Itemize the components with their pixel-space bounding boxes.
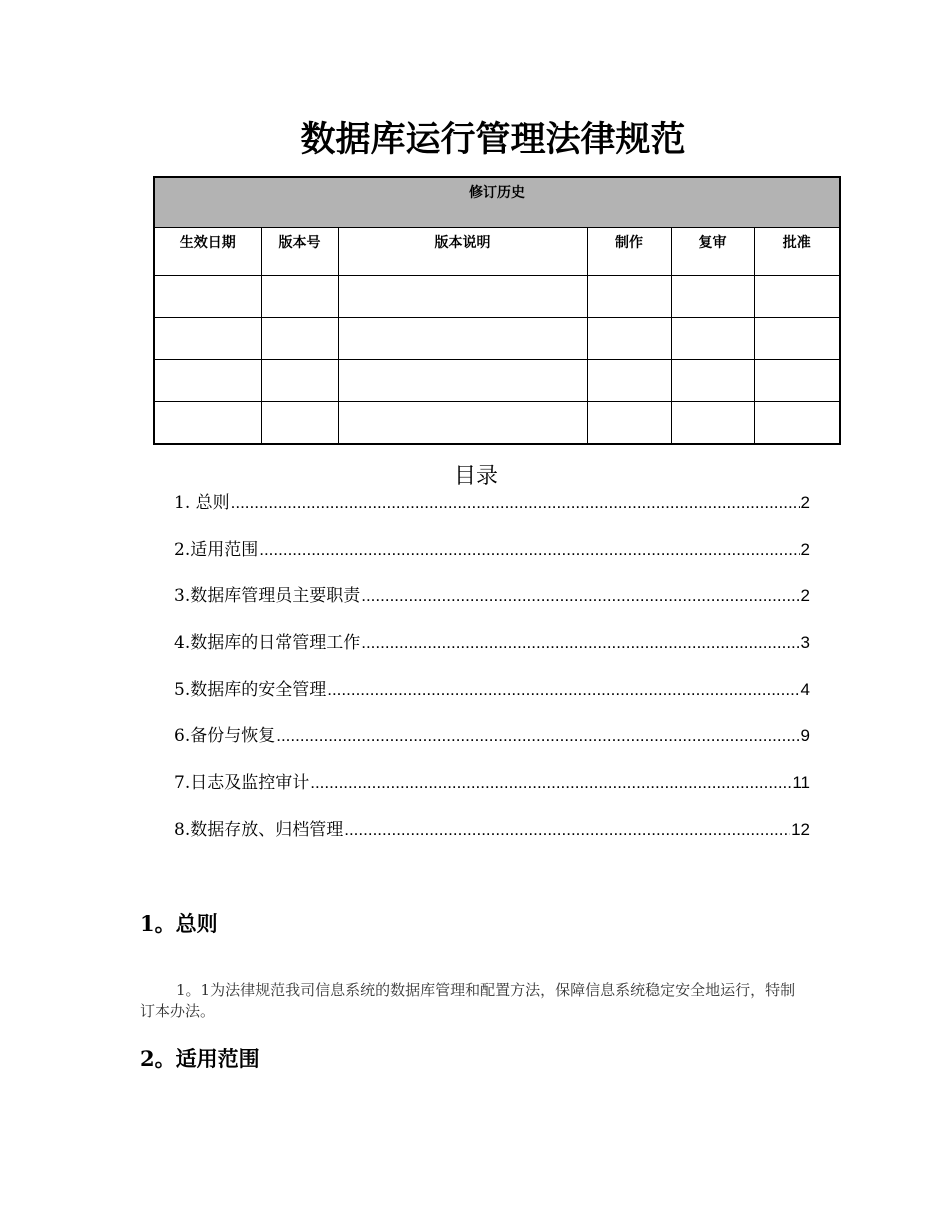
toc-item[interactable]: [174, 630, 810, 677]
column-header: 版本说明: [338, 228, 587, 276]
toc-leader-dots: [361, 630, 799, 656]
table-cell: [671, 402, 754, 445]
toc-item[interactable]: [174, 490, 810, 537]
column-header: 制作: [587, 228, 671, 276]
toc-item[interactable]: [174, 583, 810, 630]
table-row: [154, 360, 840, 402]
table-cell: [754, 318, 840, 360]
table-cell: [671, 360, 754, 402]
toc-leader-dots: [231, 490, 800, 516]
table-cell: [338, 276, 587, 318]
section-heading: 2。适用范围: [140, 1046, 260, 1071]
table-cell: [671, 276, 754, 318]
toc-leader-dots: [259, 537, 799, 563]
column-header: 版本号: [261, 228, 338, 276]
toc-item[interactable]: [174, 723, 810, 770]
revision-header-row: [154, 177, 840, 228]
table-of-contents: [174, 490, 810, 864]
toc-item-page: 2: [800, 493, 810, 512]
column-header: 复审: [671, 228, 754, 276]
toc-leader-dots: [344, 817, 790, 843]
toc-item-label: 1. 总则: [174, 493, 230, 513]
table-cell: [154, 276, 261, 318]
toc-item-page: 2: [800, 586, 810, 606]
table-cell: [154, 402, 261, 445]
section-heading: 1。总则: [140, 911, 218, 936]
section-paragraph: 1。1为法律规范我司信息系统的数据库管理和配置方法，保障信息系统稳定安全地运行，特制订本办法。: [140, 981, 796, 1020]
toc-item[interactable]: [174, 537, 810, 584]
revision-header-cell: 修订历史: [154, 177, 840, 228]
table-cell: [754, 360, 840, 402]
toc-item-label: 2.适用范围: [174, 539, 259, 560]
table-row: [154, 318, 840, 360]
table-cell: [154, 318, 261, 360]
table-cell: [587, 318, 671, 360]
table-cell: [338, 402, 587, 445]
document-title: 数据库运行管理法律规范: [300, 119, 686, 160]
table-cell: [587, 402, 671, 445]
table-row: [154, 402, 840, 445]
table-cell: [261, 318, 338, 360]
toc-leader-dots: [327, 677, 799, 703]
toc-item-label: 6.备份与恢复: [174, 726, 276, 747]
toc-leader-dots: [310, 770, 791, 796]
table-cell: [261, 276, 338, 318]
revision-columns-row: [154, 228, 840, 276]
toc-leader-dots: [361, 583, 799, 609]
toc-item[interactable]: [174, 677, 810, 724]
toc-item-label: 7.日志及监控审计: [174, 773, 310, 794]
table-cell: [338, 360, 587, 402]
toc-item-label: 5.数据库的安全管理: [174, 679, 327, 700]
table-cell: [338, 318, 587, 360]
column-header: 生效日期: [154, 228, 261, 276]
table-cell: [261, 360, 338, 402]
column-header: 批准: [754, 228, 840, 276]
table-cell: [587, 360, 671, 402]
toc-item-page: 12: [791, 819, 810, 839]
toc-item[interactable]: [174, 817, 810, 864]
table-cell: [754, 276, 840, 318]
toc-item-label: 8.数据存放、归档管理: [174, 819, 344, 840]
toc-item-page: 4: [800, 679, 810, 699]
toc-item-page: 3: [800, 633, 810, 653]
toc-title: 目录: [453, 464, 498, 489]
table-cell: [671, 318, 754, 360]
toc-item-label: 3.数据库管理员主要职责: [174, 586, 361, 607]
table-row: [154, 276, 840, 318]
table-cell: [261, 402, 338, 445]
toc-item[interactable]: [174, 770, 810, 817]
toc-item-page: 2: [800, 539, 810, 559]
table-cell: [154, 360, 261, 402]
toc-leader-dots: [276, 723, 799, 749]
table-cell: [587, 276, 671, 318]
revision-history-table: [153, 176, 841, 445]
toc-item-page: 11: [792, 773, 810, 793]
toc-item-label: 4.数据库的日常管理工作: [174, 633, 361, 654]
table-cell: [754, 402, 840, 445]
toc-item-page: 9: [800, 726, 810, 746]
